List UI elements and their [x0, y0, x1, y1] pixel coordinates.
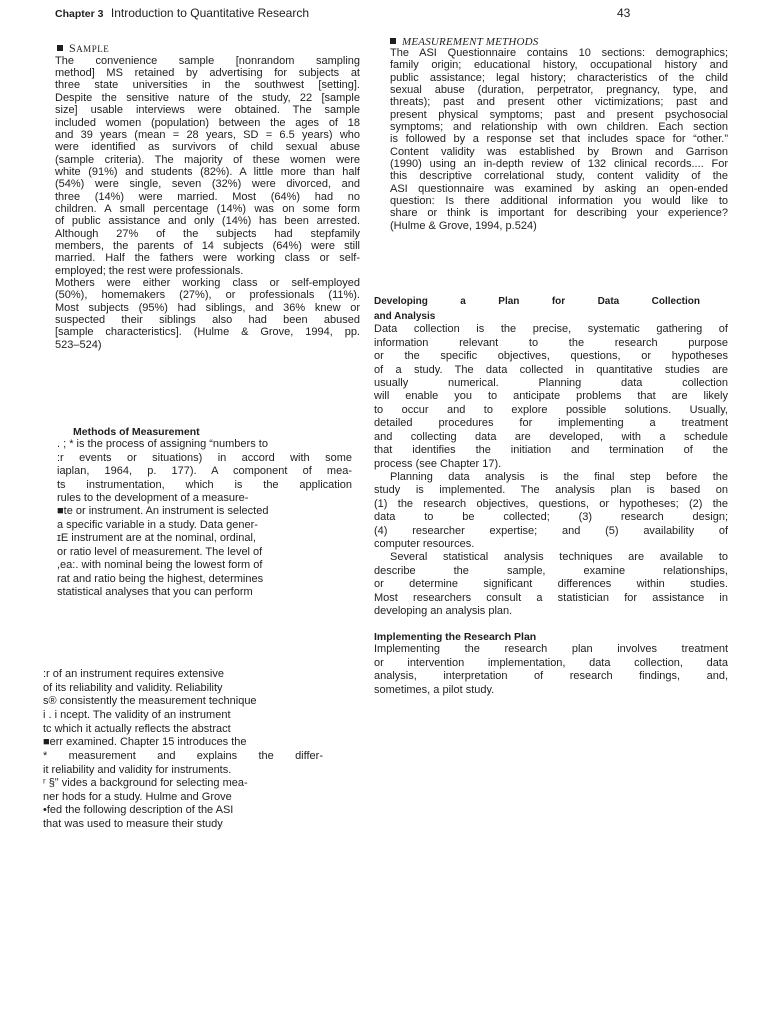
running-header	[55, 5, 309, 21]
text-line: married. Half the fathers were working class or self-	[55, 252, 360, 265]
text-line: The convenience sample [nonrandom sampling	[55, 54, 360, 67]
text-line: detailed procedures for implementing a treatment	[374, 417, 728, 430]
text-line: employed; the rest were professionals.	[55, 264, 244, 277]
text-line: and 39 years (mean = 28 years, SD = 6.5 years) who	[55, 128, 360, 141]
text-line: describe the sample, examine relationships,	[374, 564, 728, 577]
text-line: share or think is important for describing your experience?	[390, 207, 728, 220]
heading-line: Developing a Plan for Data Collection	[374, 295, 700, 307]
text-line: •fed the following description of the ASI	[43, 804, 234, 817]
sample-heading-text: SAMPLE	[69, 41, 110, 55]
text-line: :r events or situations) in accord with some	[57, 451, 352, 464]
sample-text	[55, 55, 360, 351]
text-line: (4) researcher expertise; and (5) availability of	[374, 524, 728, 537]
text-line: were identified as survivors of child sexual abuse	[55, 141, 360, 154]
text-line: developing an analysis plan.	[374, 605, 513, 618]
page-number: 43	[617, 6, 631, 20]
sample-heading	[57, 41, 109, 55]
text-line: white (91%) and students (82%). A little more than half	[55, 165, 360, 178]
text-line: usually numerical. Planning data collection	[374, 376, 728, 389]
text-line: a specific variable in a study. Data gener-	[57, 518, 258, 531]
measurement-methods-text	[390, 47, 728, 232]
text-line: three (14%) were married. Most (64%) had no	[55, 190, 360, 203]
text-line: question: Is there additional information you would like to	[390, 195, 728, 208]
text-line: s® consistently the measurement technique	[43, 695, 257, 708]
heading-line: and Analysis	[374, 310, 436, 322]
text-line: Planning data analysis is the final step before the	[390, 470, 728, 483]
text-line: of public assistance and only (14%) has been arrested.	[55, 215, 360, 228]
text-line: The ASI Questionnaire contains 10 sections: demographics;	[390, 46, 728, 59]
text-line: Several statistical analysis techniques are available to	[390, 551, 728, 564]
text-line: it reliability and validity for instruments.	[43, 763, 232, 776]
reliability-validity-text	[43, 668, 323, 832]
text-line: sexual abuse (duration, perpetrator, pregnancy, type, and	[390, 83, 728, 96]
text-line: ■err examined. Chapter 15 introduces the	[43, 736, 247, 749]
text-line: that identifies the initiation and termination of the	[374, 444, 728, 457]
text-line: (54%) were single, seven (32%) were divorced, and	[55, 178, 360, 191]
methods-of-measurement-text	[57, 438, 352, 599]
text-line: tc which it actually reflects the abstract	[43, 722, 231, 735]
text-line: statistical analyses that you can perform	[57, 586, 253, 599]
text-line: rat and ratio being the highest, determines	[57, 572, 264, 585]
text-line: Despite the sensitive nature of the study, 22 [sample	[55, 91, 360, 104]
text-line: (1) the research objectives, questions, or hypotheses; (2) the	[374, 497, 728, 510]
text-line: that was used to measure their study	[43, 818, 223, 831]
text-line: computer resources.	[374, 538, 475, 551]
text-line: will enable you to anticipate problems that are likely	[374, 390, 728, 403]
text-line: information relevant to the research purpose	[374, 336, 728, 349]
bullet-square-icon	[57, 45, 63, 51]
measurement-methods-heading-text: MEASUREMENT METHODS	[402, 36, 539, 48]
text-line: to occur and to explore possible solutions. Usually,	[374, 403, 728, 416]
text-line: Implementing the research plan involves treatment	[374, 643, 728, 656]
text-line: process (see Chapter 17).	[374, 457, 502, 470]
text-line: sometimes, a pilot study.	[374, 683, 495, 696]
text-line: . ; * is the process of assigning “numbers to	[57, 438, 268, 451]
text-line: or determine significant differences within studies.	[374, 578, 728, 591]
text-line: [sample characteristics]. (Hulme & Grove, 1994, pp.	[55, 326, 360, 339]
bullet-square-icon	[390, 38, 396, 44]
text-line: or intervention implementation, data collection, data	[374, 656, 728, 669]
text-line: symptoms; and relationship with own children. Each section	[390, 120, 728, 133]
text-line: Content validity was established by Brown and Garrison	[390, 145, 728, 158]
text-line: threats); past and present other victimizations; past and	[390, 96, 728, 109]
text-line: ɪE instrument are at the nominal, ordinal,	[57, 532, 256, 545]
text-line: Most subjects (95%) had siblings, and 36% knew or	[55, 301, 360, 314]
text-line: present physical symptoms; past and present psychosocial	[390, 108, 728, 121]
text-line: method] MS retained by advertising for subjects at	[55, 67, 360, 80]
methods-of-measurement-heading: Methods of Measurement	[73, 426, 200, 438]
text-line: rules to the development of a measure-	[57, 492, 249, 505]
text-line: public assistance; legal history; characteristics of the child	[390, 71, 728, 84]
text-line: size] usable interviews were obtained. The sample	[55, 104, 360, 117]
chapter-title: Introduction to Quantitative Research	[110, 6, 310, 20]
text-line: (50%), homemakers (27%), or professionals (11%).	[55, 289, 360, 302]
text-line: included women (population) between the ages of 18	[55, 116, 360, 129]
text-line: children. A small percentage (14%) was on some form	[55, 202, 360, 215]
text-line: and collecting data are developed, with a schedule	[374, 430, 728, 443]
text-line: this descriptive correlational study, content validity of the	[390, 170, 728, 183]
text-line: ,ea:. with nominal being the lowest form of	[57, 559, 263, 572]
text-line: iaplan, 1964, p. 177). A component of mea-	[57, 465, 352, 478]
text-line: ʳ §ʺ vides a background for selecting mea-	[43, 777, 248, 790]
text-line: is followed by a response set that includes space for “other.”	[390, 133, 728, 146]
text-line: Mothers were either working class or self-employed	[55, 276, 360, 289]
text-line: three state universities in the southwest [setting].	[55, 79, 360, 92]
text-line: of a study. The data collected in quantitative studies are	[374, 363, 728, 376]
text-line: i . i ncept. The validity of an instrument	[43, 709, 231, 722]
text-line: or ratio level of measurement. The level of	[57, 545, 263, 558]
text-line: Although 27% of the subjects had stepfamily	[55, 227, 360, 240]
text-line: ner hods for a study. Hulme and Grove	[43, 790, 232, 803]
text-line: (Hulme & Grove, 1994, p.524)	[390, 219, 537, 232]
implementing-plan-heading: Implementing the Research Plan	[374, 631, 537, 643]
text-line: analysis, interpretation of research findings, and,	[374, 670, 728, 683]
text-line: * measurement and explains the differ-	[43, 749, 323, 762]
text-line: suspected their siblings also had been abused	[55, 314, 360, 327]
text-line: or the specific objectives, questions, or hypotheses	[374, 350, 728, 363]
text-line: study is implemented. The analysis plan is based on	[374, 484, 728, 497]
data-collection-plan-heading	[374, 294, 700, 324]
text-line: family origin; educational history, occupational history and	[390, 59, 728, 72]
text-line: ■te or instrument. An instrument is selected	[57, 505, 269, 518]
text-line: data to be collected; (3) research design;	[374, 511, 728, 524]
text-line: 523–524)	[55, 338, 102, 351]
text-line: (sample criteria). The majority of these women were	[55, 153, 360, 166]
text-line: ASI questionnaire was examined by asking an open-ended	[390, 182, 728, 195]
text-line: ts instrumentation, which is the application	[57, 478, 352, 491]
text-line: of its reliability and validity. Reliability	[43, 681, 223, 694]
text-line: members, the parents of 14 subjects (64%) were still	[55, 239, 360, 252]
text-line: (1990) using an in-depth review of 132 clinical records.... For	[390, 158, 728, 171]
text-line: Data collection is the precise, systematic gathering of	[374, 323, 728, 336]
text-line: Most researchers consult a statistician for assistance in	[374, 591, 728, 604]
text-line: :r of an instrument requires extensive	[43, 668, 224, 681]
implementing-plan-text	[374, 643, 728, 697]
chapter-label: Chapter 3	[55, 8, 104, 20]
data-collection-plan-text	[374, 323, 728, 618]
